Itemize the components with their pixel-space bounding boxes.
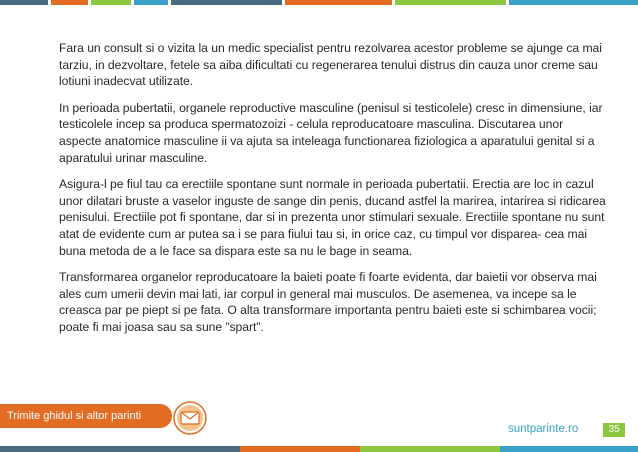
- bottom-bar-segment: [0, 446, 240, 452]
- document-body: [59, 40, 607, 346]
- paragraph: Fara un consult si o vizita la un medic specialist pentru rezolvarea acestor probleme se ajunge ca mai tarziu, in dezvoltare, fetele sa aiba dificultati cu regenerarea tenului distrus din cauza unor creme sau lotiuni inadecvat utilizate.: [59, 41, 602, 89]
- page-number: 35: [603, 423, 625, 437]
- share-guide-label: Trimite ghidul si altor parinti: [7, 410, 142, 422]
- paragraph: Transformarea organelor reproducatoare la baieti poate fi foarte evidenta, dar baietii vor observa mai ales cum umerii devin mai lati, iar corpul in general mai musculos. De asemenea, va incepe sa le creasca par pe piept si pe fata. O alta transformare importanta pentru baieti este si schimbarea vocii; poate fi mai joasa sau sa sune ”spart”.: [59, 270, 597, 334]
- paragraph: Asigura-l pe fiul tau ca erectiile spontane sunt normale in perioada pubertatii. Erectia are loc in cazul unor dilatari bruste a vaselor inguste de sange din penis, ducand astfel la marirea, intarirea si ridicarea penisului. Erectiile pot fi spontane, dar si in prezenta unor stimulari sexuale. Erectiile spontane nu sunt atat de evidente cum ar putea sa i se para fiului tau si, in orice caz, cu timpul vor disparea- cea mai buna metoda de a le face sa dispara este sa nu le bage in seama.: [59, 177, 606, 258]
- site-link[interactable]: suntparinte.ro: [508, 423, 579, 435]
- bottom-bar-segment: [500, 446, 638, 452]
- top-bar-segment: [285, 0, 392, 5]
- top-bar-segment: [134, 0, 168, 5]
- bottom-bar-segment: [360, 446, 500, 452]
- bottom-bar-segment: [240, 446, 360, 452]
- top-color-bar: [0, 0, 638, 5]
- paragraph: In perioada pubertatii, organele reproductive masculine (penisul si testicolele) cresc in dimensiune, iar testicolele incep sa produca spermatozoizi - celula reproducatoare masculina. Discutarea unor aspecte anatomice masculine ii va ajuta sa inteleaga functionarea fiziologica a aparatului genital si a aparatului urinar masculine.: [59, 100, 603, 165]
- share-guide-button[interactable]: [0, 404, 172, 428]
- top-bar-segment: [171, 0, 282, 5]
- top-bar-segment: [509, 0, 638, 5]
- top-bar-segment: [395, 0, 506, 5]
- bottom-color-bar: [0, 446, 638, 452]
- top-bar-segment: [91, 0, 131, 5]
- top-bar-segment: [51, 0, 89, 5]
- envelope-icon[interactable]: [172, 400, 208, 436]
- top-bar-segment: [0, 0, 48, 5]
